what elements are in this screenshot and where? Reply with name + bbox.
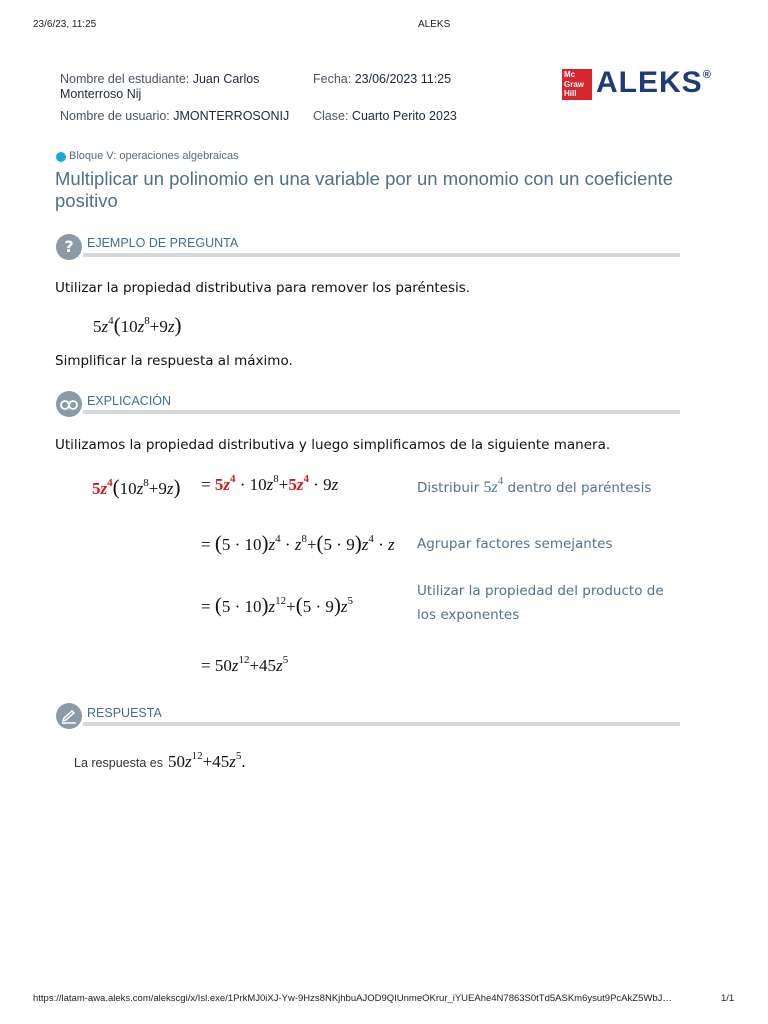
answer-prefix: La respuesta es (74, 756, 163, 770)
example-instruction: Utilizar la propiedad distributiva para remover los paréntesis. (55, 280, 471, 296)
answer-expression: $50z^{12}+45z^5$. (168, 750, 246, 771)
example-expression: $5z^4(10z^8+9z)$ (93, 313, 182, 337)
step-1-rhs: = $5z^4 \cdot 10z^8+5z^4 \cdot 9z$ (201, 473, 339, 494)
step-1-lhs: $5z^4(10z^8+9z)$ (92, 475, 181, 499)
answer-line (74, 752, 246, 772)
footer-url: https://latam-awa.aleks.com/alekscgi/x/Isl.exe/1PrkMJ0iXJ-Yw-9Hzs8NKjhbuAJOD9QIUnmeOKrur_iYUEAhe4N7863S0tTd5ASKm6ysut9PcAkZ5WbJ… (33, 993, 672, 1004)
explanation-divider (83, 410, 680, 414)
aleks-logo: ALEKS® (596, 66, 712, 99)
explanation-section-title: EXPLICACIÓN (87, 394, 172, 408)
mcgraw-hill-box: Mc Graw Hill (562, 69, 592, 100)
step-2-note: Agrupar factores semejantes (417, 536, 613, 552)
date-block (313, 72, 451, 86)
username-label: Nombre de usuario: (60, 109, 170, 123)
answer-divider (83, 722, 680, 726)
block-label: Bloque V: operaciones algebraicas (69, 150, 239, 162)
step-1-note: Distribuir $5z^4$ dentro del paréntesis (417, 475, 652, 496)
print-datetime: 23/6/23, 11:25 (33, 19, 97, 30)
question-icon: ? (56, 234, 82, 260)
explanation-intro: Utilizamos la propiedad distributiva y luego simplificamos de la siguiente manera. (55, 437, 611, 453)
date-label: Fecha: (313, 72, 352, 86)
student-name-first: Juan Carlos (192, 72, 260, 86)
class-label: Clase: (313, 109, 349, 123)
mcgraw-hill-logo (562, 69, 592, 100)
class-block (313, 109, 457, 123)
step-4-expression: = $50z^{12}+45z^5$ (201, 654, 289, 675)
student-name-label: Nombre del estudiante: (60, 72, 190, 86)
step-2-expression: = $(5 \cdot 10)z^4 \cdot z^8+(5 \cdot 9)z^4 \cdot z$ (201, 531, 395, 555)
step-3-note: Utilizar la propiedad del producto de los exponentes (417, 583, 664, 623)
example-section-title: EJEMPLO DE PREGUNTA (87, 236, 239, 250)
glasses-icon (56, 391, 82, 417)
example-divider (83, 253, 680, 257)
topic-title: Multiplicar un polinomio en una variable por un monomio con un coeficiente positivo (55, 168, 674, 211)
step-3-expression: = $(5 \cdot 10)z^{12}+(5 \cdot 9)z^5$ (201, 593, 354, 617)
block-dot-icon (56, 152, 66, 162)
example-simplify: Simplificar la respuesta al máximo. (55, 353, 293, 369)
answer-section-title: RESPUESTA (87, 706, 162, 720)
username-block (60, 109, 289, 123)
class-value: Cuarto Perito 2023 (351, 109, 457, 123)
pencil-icon (56, 703, 82, 729)
student-name-last: Monterroso Nij (60, 87, 142, 101)
student-name-block (60, 72, 300, 102)
print-page-title: ALEKS (418, 19, 451, 30)
footer-page-number: 1/1 (721, 993, 735, 1004)
username-value: JMONTERROSONIJ (173, 109, 290, 123)
date-value: 23/06/2023 11:25 (354, 72, 452, 86)
